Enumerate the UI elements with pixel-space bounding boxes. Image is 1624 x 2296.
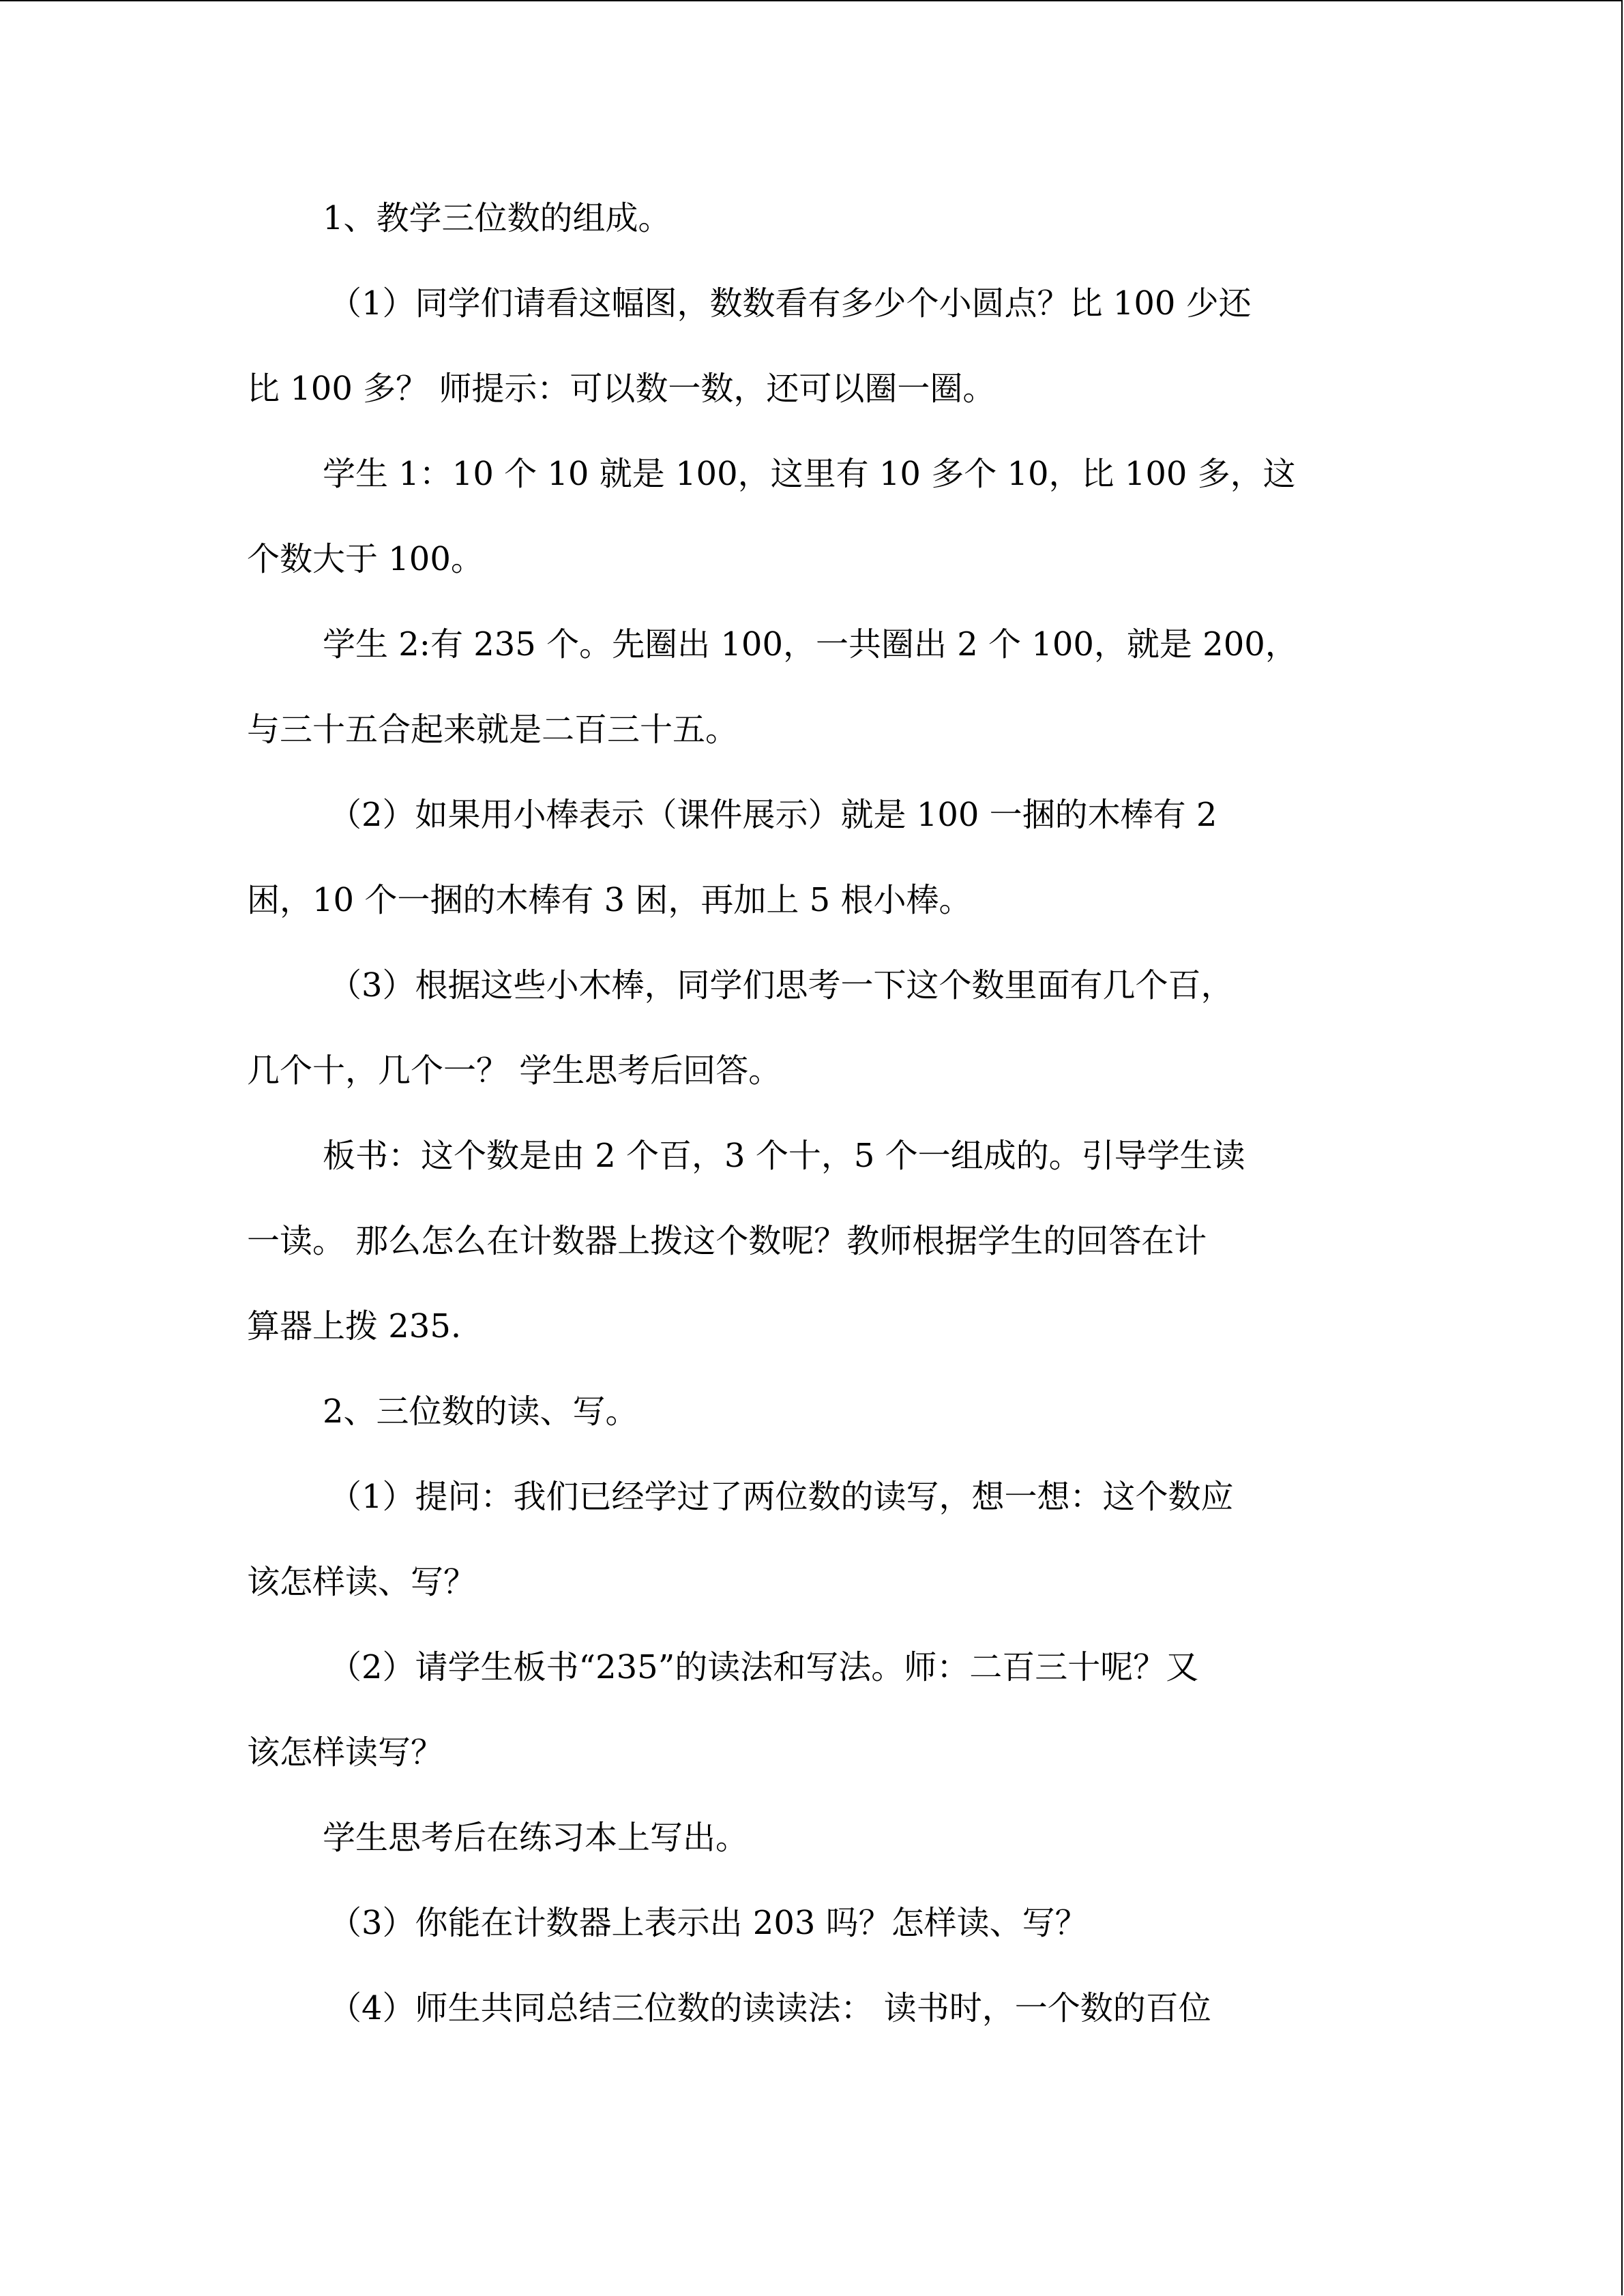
paragraph-line: 该怎样读写？	[247, 1733, 444, 1772]
paragraph-line: （2）请学生板书“235”的读法和写法。师：二百三十呢？又	[329, 1648, 1199, 1686]
paragraph-line: （3）你能在计数器上表示出 203 吗？怎样读、写？	[329, 1904, 1088, 1942]
paragraph-line: 学生 2:有 235 个。先圈出 100，一共圈出 2 个 100，就是 200，	[323, 625, 1298, 664]
paragraph-line: （4）师生共同总结三位数的读读法： 读书时，一个数的百位	[329, 1989, 1211, 2027]
paragraph-line: 板书：这个数是由 2 个百，3 个十，5 个一组成的。引导学生读	[323, 1137, 1245, 1175]
paragraph-line: 比 100 多？ 师提示：可以数一数，还可以圈一圈。	[247, 370, 996, 408]
paragraph-line: 一读。 那么怎么在计数器上拨这个数呢？教师根据学生的回答在计	[247, 1222, 1207, 1260]
paragraph-line: 与三十五合起来就是二百三十五。	[247, 711, 739, 749]
paragraph-line: （3）根据这些小木棒，同学们思考一下这个数里面有几个百，	[329, 966, 1234, 1004]
paragraph-line: 学生 1：10 个 10 就是 100，这里有 10 多个 10，比 100 多，这	[323, 455, 1296, 493]
paragraph-line: 学生思考后在练习本上写出。	[323, 1819, 749, 1857]
paragraph-line: （1）同学们请看这幅图，数数看有多少个小圆点？比 100 少还	[329, 284, 1252, 323]
paragraph-line: 几个十，几个一？ 学生思考后回答。	[247, 1052, 782, 1090]
paragraph-line: 该怎样读、写？	[247, 1563, 477, 1601]
paragraph-line: 1、教学三位数的组成。	[323, 199, 671, 237]
paragraph-line: 困，10 个一捆的木棒有 3 困，再加上 5 根小棒。	[247, 881, 972, 919]
paragraph-line: （1）提问：我们已经学过了两位数的读写，想一想：这个数应	[329, 1478, 1234, 1516]
paragraph-line: （2）如果用小棒表示（课件展示）就是 100 一捆的木棒有 2	[329, 796, 1217, 834]
paragraph-line: 算器上拨 235.	[247, 1307, 462, 1345]
paragraph-line: 2、三位数的读、写。	[323, 1392, 638, 1431]
paragraph-line: 个数大于 100。	[247, 540, 484, 578]
